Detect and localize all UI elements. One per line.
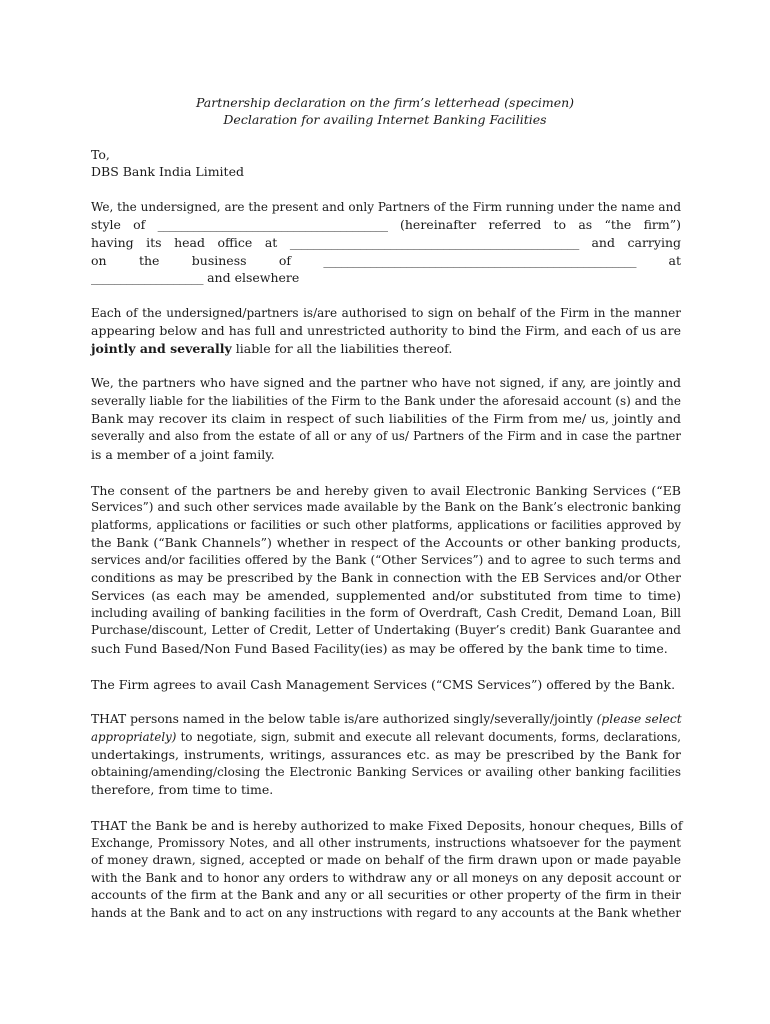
paragraph-line	[91, 711, 681, 729]
paragraph-line: obtaining/amending/closing the Electronic Banking Services or availing other banking facilities	[91, 765, 681, 779]
paragraph-line: Services”) and such other services made available by the Bank on the Bank’s electronic banking	[91, 500, 681, 514]
paragraph-line: with the Bank and to honor any orders to withdraw any or all moneys on any deposit account or	[91, 871, 681, 885]
paragraph-line: Exchange, Promissory Notes, and all other instruments, instructions whatsoever for the payment	[91, 836, 681, 850]
document-title: Partnership declaration on the firm’s letterhead (specimen)	[195, 95, 575, 110]
firm-name-suffix: (hereinafter referred to as “the firm”)	[400, 217, 682, 232]
bold-text: jointly and severally	[91, 341, 232, 356]
paragraph-line: We, the undersigned, are the present and only Partners of the Firm running under the name and	[91, 200, 681, 214]
paragraph-line: appearing below and has full and unrestricted authority to bind the Firm, and each of us are	[91, 323, 681, 338]
paragraph-line	[91, 234, 681, 252]
paragraph-text: liable for all the liabilities thereof.	[235, 341, 453, 356]
paragraph-line: severally liable for the liabilities of the Firm to the Bank under the aforesaid account (s) and the	[91, 394, 681, 408]
italic-note: appropriately)	[91, 730, 177, 744]
firm-name-blank[interactable]: _______________________________________	[157, 217, 388, 232]
head-office-blank[interactable]: _________________________________________________	[289, 235, 579, 250]
address-salutation: To,	[91, 147, 110, 162]
paragraph-line: The Firm agrees to avail Cash Management Services (“CMS Services”) offered by the Bank.	[91, 677, 676, 692]
paragraph-text: THAT persons named in the below table is/are authorized singly/severally/jointly	[91, 712, 593, 726]
paragraph-line: platforms, applications or facilities or such other platforms, applications or facilities approved by	[91, 518, 681, 532]
paragraph-line: severally and also from the estate of all or any of us/ Partners of the Firm and in case the partner	[91, 429, 681, 443]
paragraph-line: Each of the undersigned/partners is/are authorised to sign on behalf of the Firm in the manner	[91, 306, 681, 320]
document-subtitle: Declaration for availing Internet Banking Facilities	[223, 112, 547, 127]
firm-name-label: style of	[91, 217, 146, 232]
head-office-label: having its head office at	[91, 235, 278, 250]
address-bank-name: DBS Bank India Limited	[91, 164, 244, 179]
head-office-suffix: and carrying	[591, 235, 682, 250]
paragraph-line: hands at the Bank and to act on any instructions with regard to any accounts at the Bank whether	[91, 906, 681, 920]
paragraph-line: Bank may recover its claim in respect of such liabilities of the Firm from me/ us, jointly and	[91, 411, 681, 426]
paragraph-line: the Bank (“Bank Channels”) whether in respect of the Accounts or other banking products,	[91, 535, 681, 550]
paragraph-line: is a member of a joint family.	[91, 447, 275, 462]
paragraph-line: including availing of banking facilities in the form of Overdraft, Cash Credit, Demand Loan, Bill	[91, 606, 681, 620]
paragraph-line: The consent of the partners be and hereby given to avail Electronic Banking Services (“EB	[91, 483, 681, 498]
paragraph-line: We, the partners who have signed and the partner who have not signed, if any, are jointly and	[91, 376, 681, 390]
paragraph-line	[91, 729, 681, 747]
italic-note: (please select	[596, 712, 682, 726]
paragraph-line	[91, 216, 681, 234]
business-suffix: at	[668, 253, 681, 268]
paragraph-text: to negotiate, sign, submit and execute all relevant documents, forms, declarations,	[180, 730, 681, 744]
paragraph-line	[91, 340, 681, 358]
paragraph-line: services and/or facilities offered by the Bank (“Other Services”) and to agree to such terms and	[91, 553, 681, 567]
location-suffix: and elsewhere	[207, 270, 300, 285]
paragraph-line: of money drawn, signed, accepted or made on behalf of the firm drawn upon or made payable	[91, 853, 681, 867]
business-blank[interactable]: _____________________________________________________	[323, 253, 637, 268]
paragraph-line: accounts of the firm at the Bank and any or all securities or other property of the firm in their	[91, 888, 681, 902]
paragraph-line: undertakings, instruments, writings, assurances etc. as may be prescribed by the Bank for	[91, 747, 681, 762]
business-label: on the business of	[91, 253, 292, 268]
paragraph-line	[91, 252, 681, 270]
paragraph-line: THAT the Bank be and is hereby authorized to make Fixed Deposits, honour cheques, Bills of	[91, 818, 683, 833]
paragraph-line: Purchase/discount, Letter of Credit, Letter of Undertaking (Buyer’s credit) Bank Guarantee and	[91, 623, 681, 637]
paragraph-line: such Fund Based/Non Fund Based Facility(ies) as may be offered by the bank time to time.	[91, 641, 668, 656]
paragraph-line: conditions as may be prescribed by the Bank in connection with the EB Services and/or Other	[91, 571, 681, 585]
paragraph-line: Services (as each may be amended, supplemented and/or substituted from time to time)	[91, 588, 681, 603]
paragraph-line: therefore, from time to time.	[91, 782, 274, 797]
location-blank[interactable]: ___________________	[91, 270, 204, 285]
paragraph-line	[91, 269, 681, 287]
